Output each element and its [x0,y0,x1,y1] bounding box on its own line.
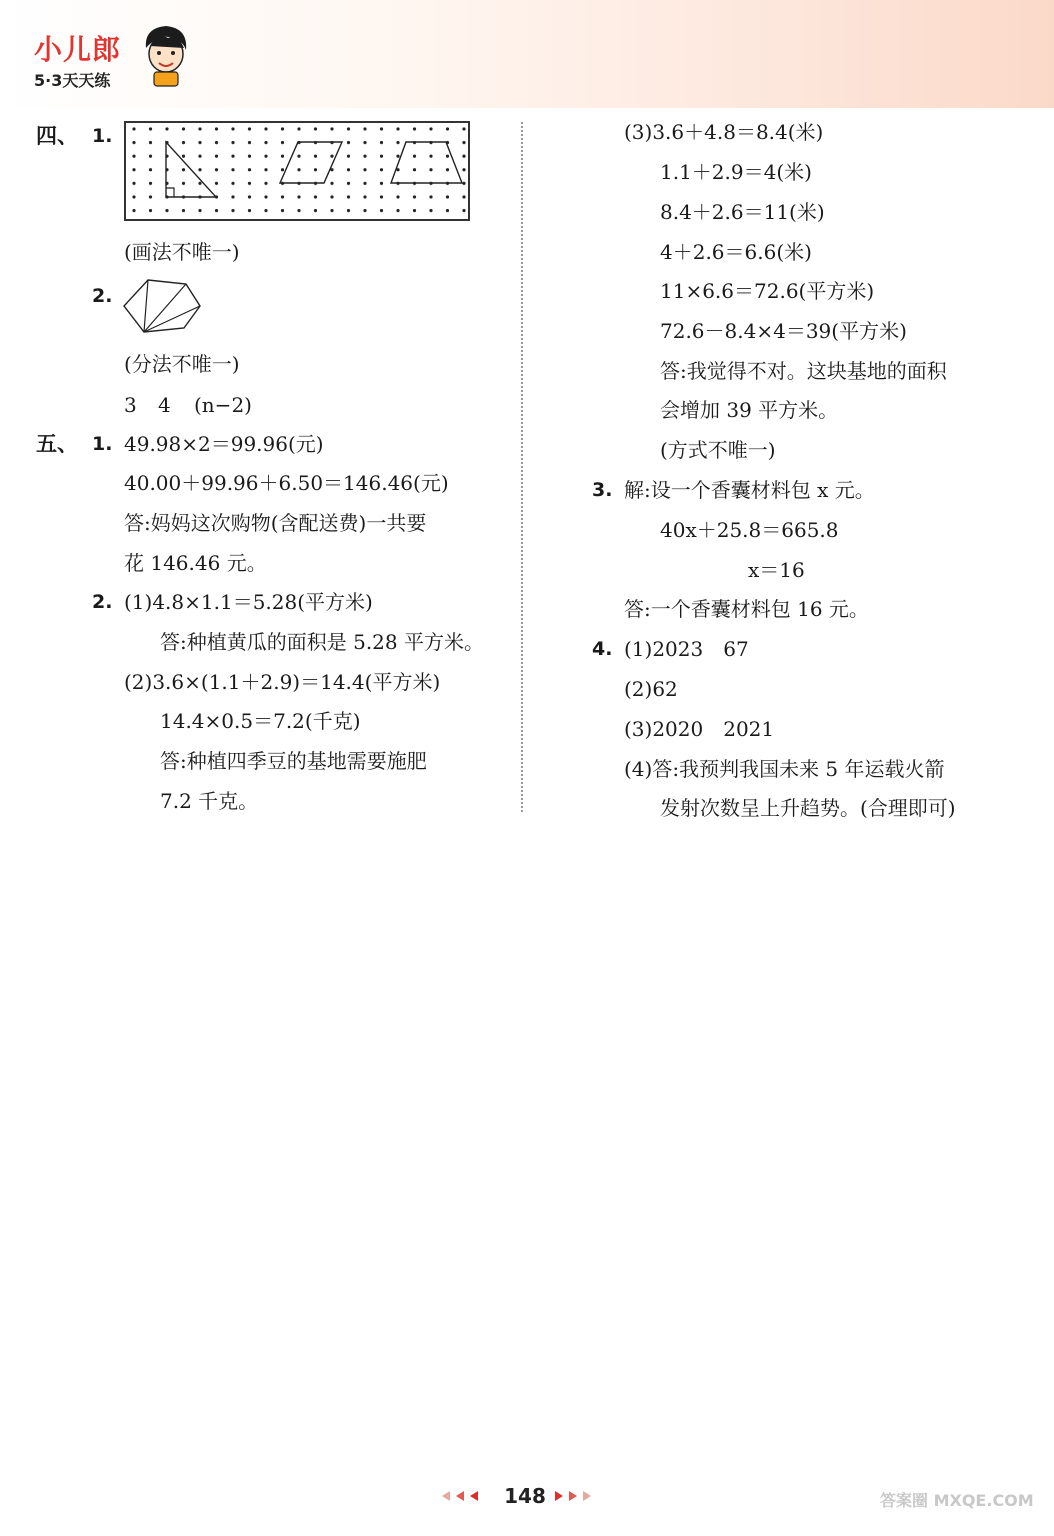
answer-line: 答:种植四季豆的基地需要施肥 [160,749,427,773]
answer-line: (4)答:我预判我国未来 5 年运载火箭 [624,757,945,781]
solution-line: 40.00＋99.96＋6.50＝146.46(元) [124,471,449,495]
dot-grid-figure [124,121,470,221]
answer-line: 花 146.46 元。 [124,551,267,575]
solution-line: (3)3.6＋4.8＝8.4(米) [624,120,824,144]
answer-line: 答:我觉得不对。这块基地的面积 [660,359,947,383]
answer-value: (n−2) [194,393,252,417]
answer-value: 4 [158,393,171,417]
method-note: (方式不唯一) [660,438,776,462]
answer-line: 答:妈妈这次购物(含配送费)一共要 [124,511,427,535]
logo-title: 小儿郎 [34,33,122,66]
solution-line: 1.1＋2.9＝4(米) [660,160,812,184]
answer-line: 答:种植黄瓜的面积是 5.28 平方米。 [160,630,484,654]
solution-line: (1)2023 67 [624,637,749,661]
solution-line: (1)4.8×1.1＝5.28(平方米) [124,590,373,614]
next-arrows-icon [553,1489,603,1503]
question-number: 1. [92,433,113,455]
solution-line: (3)2020 2021 [624,717,775,741]
dot-grid-shapes [126,123,468,219]
question-number: 1. [92,125,113,147]
polygon-division-figure [122,276,202,334]
logo-subtitle: 5·3天天练 [34,71,111,90]
watermark: 答案圈 MXQE.COM [880,1491,1034,1510]
question-number: 2. [92,591,113,613]
solution-line: 4＋2.6＝6.6(米) [660,240,812,264]
boy-mascot-icon [138,22,194,88]
solution-line: 14.4×0.5＝7.2(千克) [160,709,361,733]
equation-line: x＝16 [748,558,805,582]
page-number: 148 [504,1484,546,1508]
answer-value: 3 [124,393,137,417]
section-5-label: 五、 [36,432,78,456]
brand-logo [30,28,190,96]
answer-line: 答:一个香囊材料包 16 元。 [624,597,869,621]
division-note: (分法不唯一) [124,352,240,376]
solution-line: 解:设一个香囊材料包 x 元。 [624,478,875,502]
solution-line: 11×6.6＝72.6(平方米) [660,279,875,303]
solution-line: (2)3.6×(1.1＋2.9)＝14.4(平方米) [124,670,441,694]
solution-line: 8.4＋2.6＝11(米) [660,200,825,224]
drawing-note: (画法不唯一) [124,240,240,264]
answer-line: 会增加 39 平方米。 [660,398,839,422]
question-number: 4. [592,638,613,660]
question-number: 3. [592,479,613,501]
solution-line: (2)62 [624,677,678,701]
answer-line: 发射次数呈上升趋势。(合理即可) [660,796,956,820]
solution-line: 72.6－8.4×4＝39(平方米) [660,319,907,343]
equation-line: 40x＋25.8＝665.8 [660,518,839,542]
solution-line: 49.98×2＝99.96(元) [124,432,324,456]
section-4-label: 四、 [36,124,78,148]
question-number: 2. [92,285,113,307]
column-divider [521,122,523,812]
answer-line: 7.2 千克。 [160,789,259,813]
